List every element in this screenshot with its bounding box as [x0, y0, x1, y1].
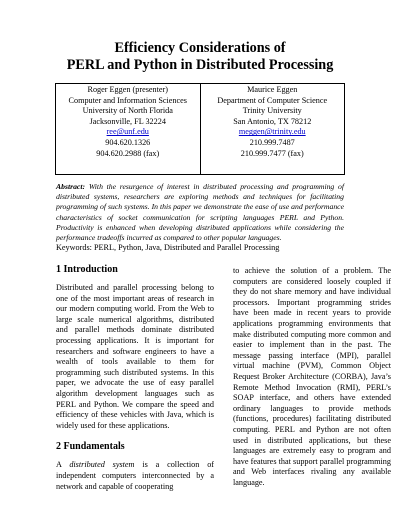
author-block-2: [200, 84, 345, 174]
author-city: Jacksonville, FL 32224: [89, 116, 166, 126]
author-name: Roger Eggen (presenter): [87, 85, 168, 94]
fundamentals-body: is a collection of independent computers interconnected by a network and capable of cooperating: [56, 460, 215, 491]
author-organization: Trinity University: [242, 106, 302, 116]
author-fax: 210.999.7477 (fax): [240, 148, 304, 158]
author-organization: University of North Florida: [82, 106, 173, 116]
author-table: [55, 83, 345, 175]
section-heading-introduction: 1 Introduction: [56, 264, 118, 275]
author-email-link[interactable]: meggen@trinity.edu: [238, 127, 306, 137]
author-name: Maurice Eggen: [247, 85, 298, 94]
keywords: Keywords: PERL, Python, Java, Distributed and Parallel Processing: [56, 243, 280, 252]
title-line-1: Efficiency Considerations of: [114, 40, 286, 56]
abstract: [56, 182, 344, 243]
abstract-label: Abstract:: [56, 182, 86, 191]
defined-term: distributed system: [69, 460, 135, 470]
introduction-paragraph: Distributed and parallel processing belong to one of the most important areas of research in our modern computing world. From the Web to large scale numerical algorithms, distributed and parallel methods dominate distributed processing applications. It is important for researchers and software engineers to have a wealth of tools available to them for programming such distributed systems. In this paper, we advocate the use of easy parallel algorithm development languages such as PERL and Python. We compare the speed and efficiency of these vehicles with Java, which is widely used for these applications.: [56, 283, 214, 430]
author-city: San Antonio, TX 78212: [233, 116, 312, 126]
fundamentals-prefix: A: [56, 460, 62, 470]
author-email-link[interactable]: ree@unf.edu: [106, 127, 149, 137]
author-department: Computer and Information Sciences: [68, 95, 187, 105]
fundamentals-paragraph: [56, 460, 214, 492]
right-column: [233, 266, 391, 498]
author-phone: 210.999.7487: [249, 137, 295, 147]
abstract-text: With the resurgence of interest in distributed processing and programming of distributed systems, researchers are exploring methods and techniques for facilitating programming of such systems. In this paper we demonstrate the ease of use and performance characteristics of socket communication for scripting languages PERL and Python. Productivity is enhanced when developing distributed applications while considering the performance tradeoffs incurred as compared to other popular languages.: [56, 182, 345, 243]
author-fax: 904.620.2988 (fax): [96, 148, 160, 158]
right-column-paragraph: to achieve the solution of a problem. The computers are considered loosely coupled if they do not share memory and have individual processors. Important programming strides have been made in recent years to provide applications programming environments that make distributed computing more common and easier to implement than in the past. The message passing interface (MPI), parallel virtual machine (PVM), Common Object Request Broker Architecture (CORBA), Java’s Remote Method Invocation (RMI), PERL’s SOAP interface, and others have extended ordinary languages to provide methods (functions, procedures) facilitating distributed computing. PERL and Python are not often used in distributed applications, but these languages are extremely easy to program and have features that support parallel programming and Web interfaces rivaling any available language.: [233, 266, 391, 487]
author-block-1: [56, 84, 200, 174]
section-heading-fundamentals: 2 Fundamentals: [56, 441, 125, 453]
left-column: [56, 264, 214, 502]
author-department: Department of Computer Science: [217, 95, 328, 105]
paper-title: [0, 40, 400, 74]
title-line-2: PERL and Python in Distributed Processing: [66, 57, 334, 73]
author-phone: 904.620.1326: [105, 137, 151, 147]
